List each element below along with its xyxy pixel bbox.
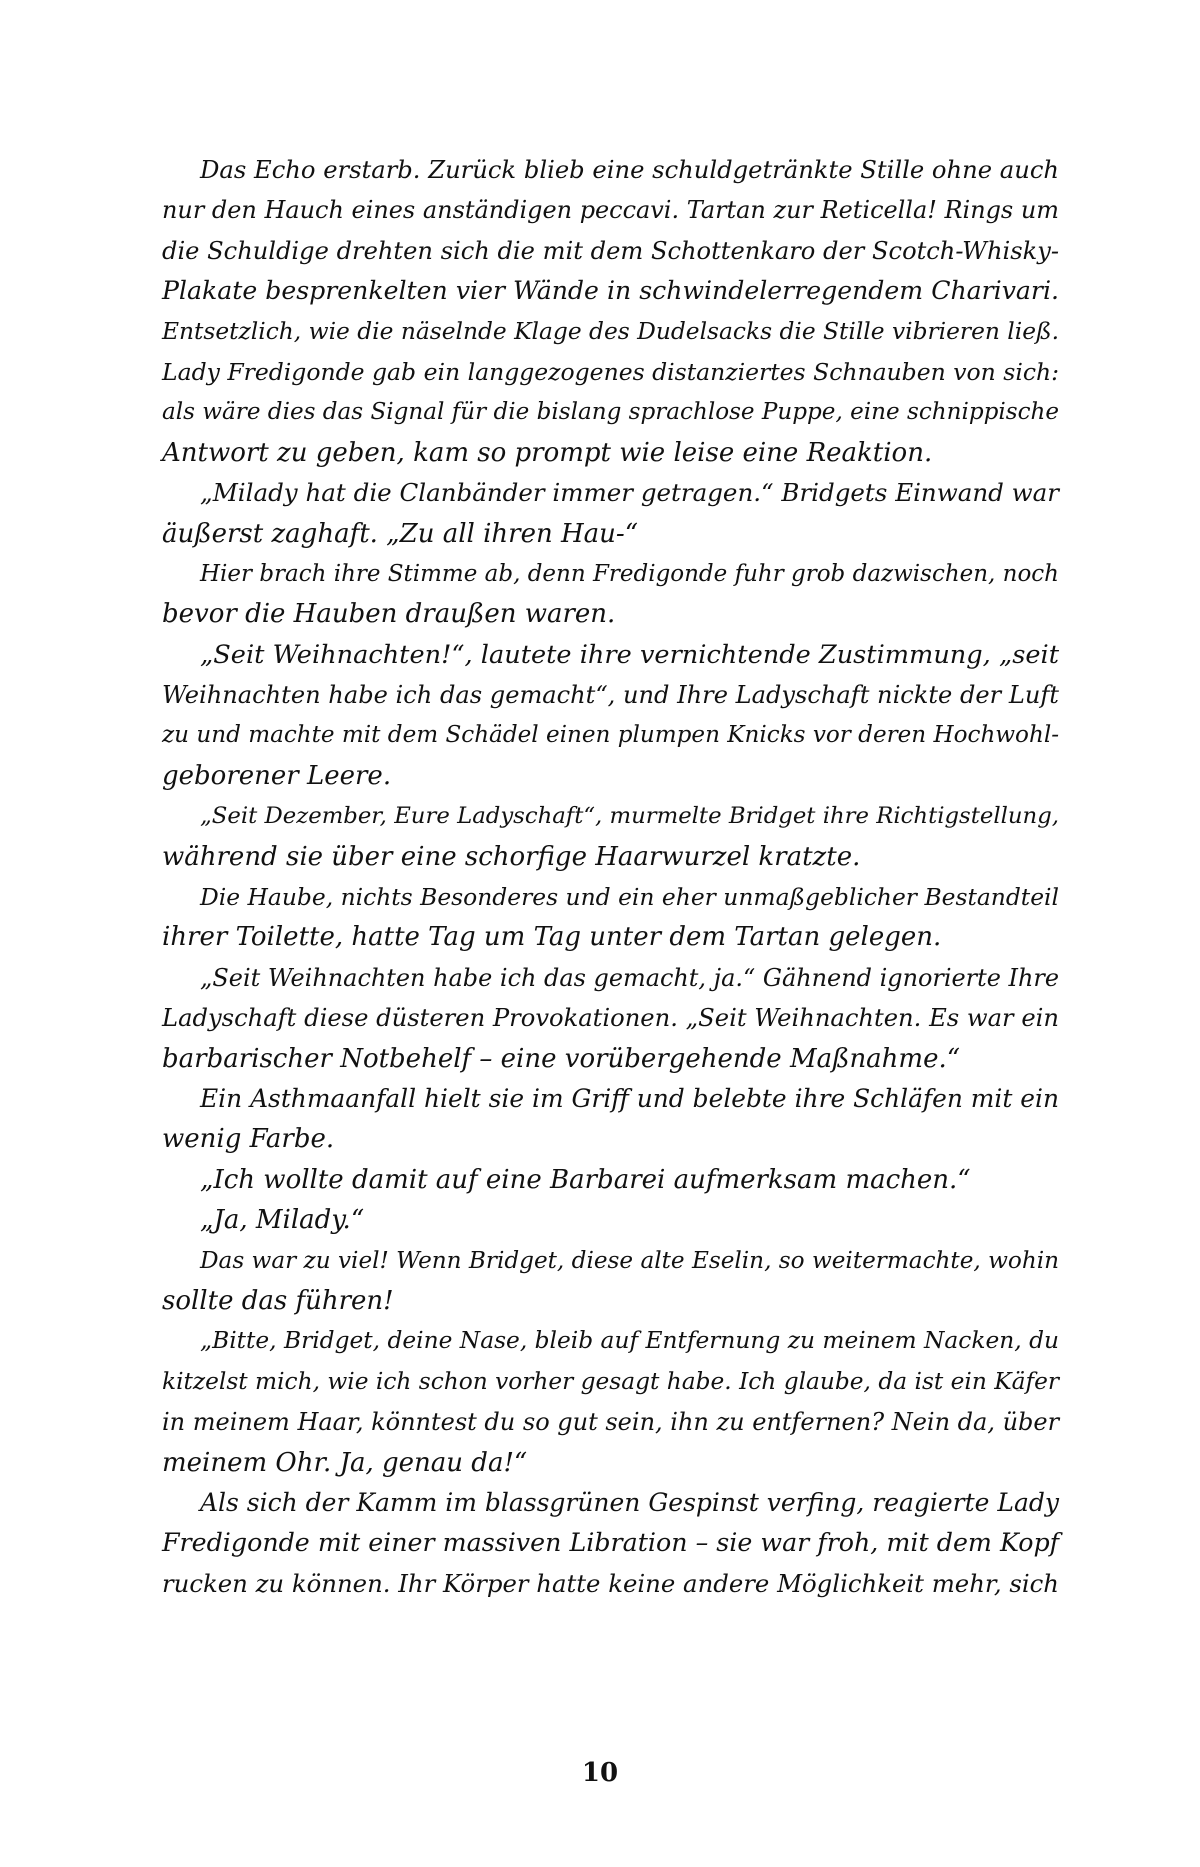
text-line: Als sich der Kamm im blassgrünen Gespinst verfing, reagierte Lady [200, 1487, 1059, 1517]
text-line: Fredigonde mit einer massiven Libration – sie war froh, mit dem Kopf [162, 1528, 1059, 1558]
text-line: „Ich wollte damit auf eine Barbarei aufmerksam machen.“ [200, 1164, 971, 1195]
text-line: die Schuldige drehten sich die mit dem Schottenkaro der Scotch-Whisky- [162, 236, 1059, 265]
text-line: Weihnachten habe ich das gemacht“, und Ihre Ladyschaft nickte der Luft [162, 681, 1059, 710]
text-line: äußerst zaghaft. „Zu all ihren Hau-“ [162, 518, 638, 549]
text-line: in meinem Haar, könntest du so gut sein, ihn zu entfernen? Nein da, über [162, 1408, 1060, 1437]
text-line: Das Echo erstarb. Zurück blieb eine schuldgetränkte Stille ohne auch [200, 156, 1059, 184]
text-line: nur den Hauch eines anständigen peccavi. Tartan zur Reticella! Rings um [162, 196, 1059, 225]
text-line: während sie über eine schorfige Haarwurzel kratzte. [162, 841, 861, 872]
text-line: meinem Ohr. Ja, genau da!“ [162, 1447, 528, 1478]
text-line: barbarischer Notbehelf – eine vorübergehende Maßnahme.“ [162, 1043, 961, 1074]
text-line: als wäre dies das Signal für die bislang sprachlose Puppe, eine schnippische [162, 399, 1059, 426]
text-line: Das war zu viel! Wenn Bridget, diese alte Eselin, so weitermachte, wohin [200, 1247, 1059, 1274]
text-line: sollte das führen! [162, 1285, 394, 1316]
text-line: Plakate besprenkelten vier Wände in schwindelerregendem Charivari. [162, 276, 1059, 306]
text-line: Entsetzlich, wie die näselnde Klage des Dudelsacks die Stille vibrieren ließ. [162, 317, 1059, 345]
text-line: ihrer Toilette, hatte Tag um Tag unter dem Tartan gelegen. [162, 922, 942, 953]
text-line: Ladyschaft diese düsteren Provokationen. „Seit Weihnachten. Es war ein [162, 1004, 1059, 1033]
text-line: zu und machte mit dem Schädel einen plumpen Knicks vor deren Hochwohl- [162, 722, 1059, 749]
text-line: kitzelst mich, wie ich schon vorher gesagt habe. Ich glaube, da ist ein Käfer [162, 1367, 1059, 1395]
text-line: Die Haube, nichts Besonderes und ein eher unmaßgeblicher Bestandteil [200, 883, 1059, 912]
text-line: rucken zu können. Ihr Körper hatte keine andere Möglichkeit mehr, sich [162, 1568, 1059, 1598]
text-line: Hier brach ihre Stimme ab, denn Fredigonde fuhr grob dazwischen, noch [200, 560, 1059, 587]
text-line: Ein Asthmaanfall hielt sie im Griff und belebte ihre Schläfen mit ein [200, 1083, 1059, 1113]
text-line: „Bitte, Bridget, deine Nase, bleib auf Entfernung zu meinem Nacken, du [200, 1327, 1059, 1355]
text-line: „Seit Dezember, Eure Ladyschaft“, murmelte Bridget ihre Richtigstellung, [200, 803, 1059, 830]
text-line: Lady Fredigonde gab ein langgezogenes distanziertes Schnauben von sich: [162, 357, 1059, 386]
text-line: „Milady hat die Clanbänder immer getragen.“ Bridgets Einwand war [200, 478, 1059, 508]
body-text [162, 150, 1059, 1604]
text-line: Antwort zu geben, kam so prompt wie leise eine Reaktion. [162, 437, 933, 468]
text-line: „Seit Weihnachten habe ich das gemacht, ja.“ Gähnend ignorierte Ihre [200, 963, 1059, 992]
text-line: wenig Farbe. [162, 1124, 335, 1155]
text-line: geborener Leere. [162, 760, 392, 791]
page-number: 10 [581, 1758, 619, 1788]
text-line: bevor die Hauben draußen waren. [162, 599, 616, 630]
text-line: „Seit Weihnachten!“, lautete ihre vernichtende Zustimmung, „seit [200, 639, 1059, 670]
text-line: „Ja, Milady.“ [200, 1205, 365, 1236]
